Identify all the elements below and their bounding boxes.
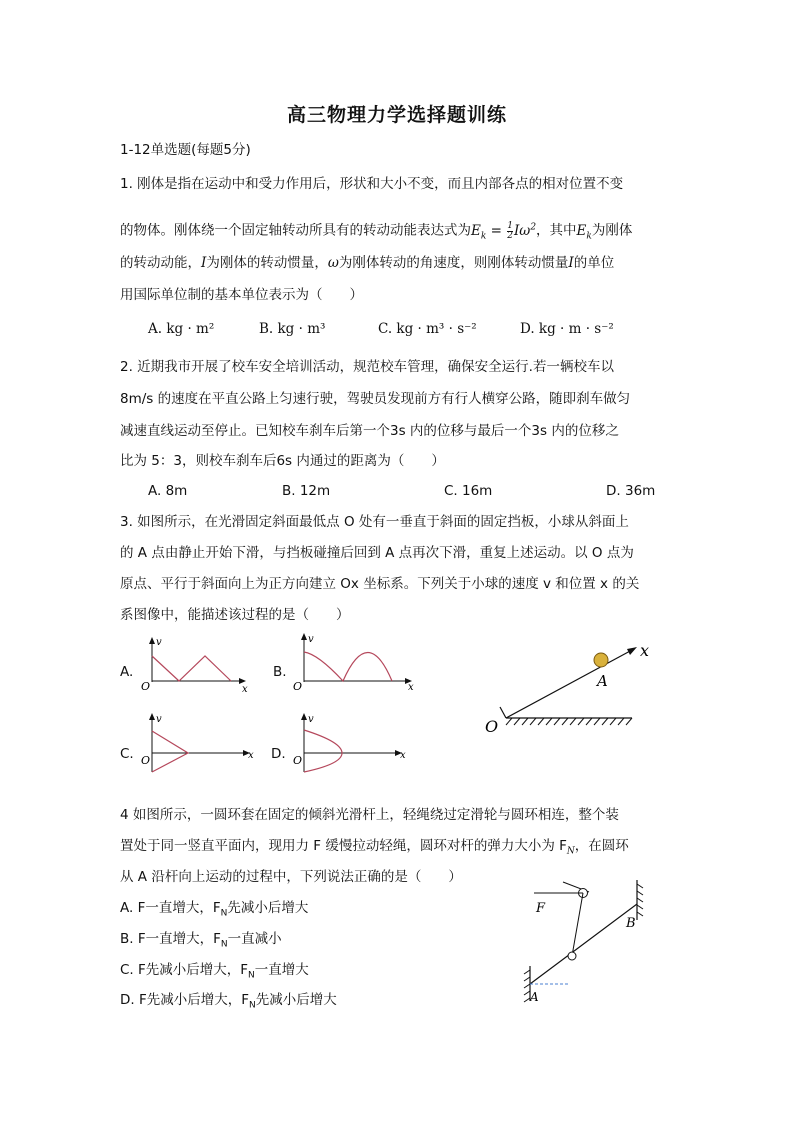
q1-line-2: 的物体。刚体绕一个固定轴转动所具有的转动动能表达式为$E_k$ = $\frac{1}{2}$ $I\omega^2$，其中$E_k$为刚体 (120, 220, 633, 242)
graph-d-label[interactable]: D. (271, 746, 286, 762)
q4-option-a[interactable]: A. F一直增大，$F_N$先减小后增大 (120, 900, 309, 919)
svg-text:x: x (640, 641, 650, 660)
svg-text:A: A (597, 672, 608, 690)
q1-formula: $E_k$ = $\frac{1}{2}$ $I\omega^2$ (471, 220, 537, 242)
q4-option-d[interactable]: D. F先减小后增大，$F_N$先减小后增大 (120, 992, 337, 1011)
q1-option-c[interactable]: C. kg · m³ · s⁻² (378, 321, 477, 337)
q1-option-b[interactable]: B. kg · m³ (259, 321, 326, 337)
graph-a (136, 636, 256, 692)
q2-line-4: 比为 5：3，则校车刹车后6s 内通过的距离为（ ） (120, 453, 445, 469)
q2-line-3: 减速直线运动至停止。已知校车刹车后第一个3s 内的位移与最后一个3s 内的位移之 (120, 423, 619, 439)
svg-text:O: O (485, 717, 499, 736)
q4-option-c[interactable]: C. F先减小后增大，$F_N$一直增大 (120, 962, 309, 981)
q1-line-4: 用国际单位制的基本单位表示为（ ） (120, 287, 363, 303)
graph-b (288, 632, 420, 692)
q3-line-1: 3. 如图所示，在光滑固定斜面最低点 O 处有一垂直于斜面的固定挡板，小球从斜面上 (120, 514, 629, 530)
q2-option-a[interactable]: A. 8m (148, 483, 188, 499)
svg-text:O: O (141, 754, 151, 767)
svg-text:B: B (626, 916, 636, 931)
q2-option-d[interactable]: D. 36m (606, 483, 656, 499)
section-heading: 1-12单选题(每题5分) (120, 142, 251, 158)
q3-line-4: 系图像中，能描述该过程的是（ ） (120, 607, 350, 623)
q4-line-3: 从 A 沿杆向上运动的过程中，下列说法正确的是（ ） (120, 869, 462, 885)
graph-c (136, 712, 260, 774)
graph-b-label[interactable]: B. (273, 664, 287, 680)
svg-text:A: A (530, 990, 539, 1004)
q1-option-d[interactable]: D. kg · m · s⁻² (520, 321, 614, 337)
pulley-figure (520, 874, 650, 1006)
svg-text:v: v (156, 637, 162, 648)
q3-line-2: 的 A 点由静止开始下滑，与挡板碰撞后回到 A 点再次下滑，重复上述运动。以 O 点为 (120, 545, 634, 561)
svg-text:v: v (308, 714, 314, 725)
q4-line-1: 4 如图所示，一圆环套在固定的倾斜光滑杆上，轻绳绕过定滑轮与圆环相连，整个装 (120, 807, 619, 823)
graph-c-label[interactable]: C. (120, 746, 134, 762)
q1-option-a[interactable]: A. kg · m² (148, 321, 215, 337)
page-title: 高三物理力学选择题训练 (286, 104, 507, 126)
q2-option-c[interactable]: C. 16m (444, 483, 493, 499)
graph-d (288, 712, 412, 774)
svg-text:O: O (141, 680, 151, 692)
svg-text:x: x (400, 750, 406, 761)
svg-text:x: x (242, 684, 248, 692)
q2-line-1: 2. 近期我市开展了校车安全培训活动，规范校车管理，确保安全运行.若一辆校车以 (120, 359, 614, 375)
q1-line-3: 的转动动能，I为刚体的转动惯量，ω为刚体转动的角速度，则刚体转动惯量I的单位 (120, 255, 615, 271)
incline-figure (480, 636, 680, 736)
svg-text:O: O (293, 680, 303, 692)
svg-text:v: v (156, 714, 162, 725)
svg-text:x: x (248, 750, 254, 761)
svg-text:O: O (293, 754, 303, 767)
svg-text:v: v (308, 634, 314, 645)
q2-line-2: 8m/s 的速度在平直公路上匀速行驶，驾驶员发现前方有行人横穿公路，随即刹车做匀 (120, 391, 631, 407)
q1-line-1: 1. 刚体是指在运动中和受力作用后，形状和大小不变，而且内部各点的相对位置不变 (120, 176, 624, 192)
graph-a-label[interactable]: A. (120, 664, 134, 680)
svg-text:x: x (408, 682, 414, 692)
q4-option-b[interactable]: B. F一直增大，$F_N$一直减小 (120, 931, 282, 950)
svg-text:F: F (536, 901, 546, 916)
q3-line-3: 原点、平行于斜面向上为正方向建立 Ox 坐标系。下列关于小球的速度 v 和位置 x 的关 (120, 576, 640, 592)
q2-option-b[interactable]: B. 12m (282, 483, 331, 499)
q4-line-2: 置处于同一竖直平面内，现用力 F 缓慢拉动轻绳，圆环对杆的弹力大小为 $F_N$，在圆环 (120, 838, 629, 857)
